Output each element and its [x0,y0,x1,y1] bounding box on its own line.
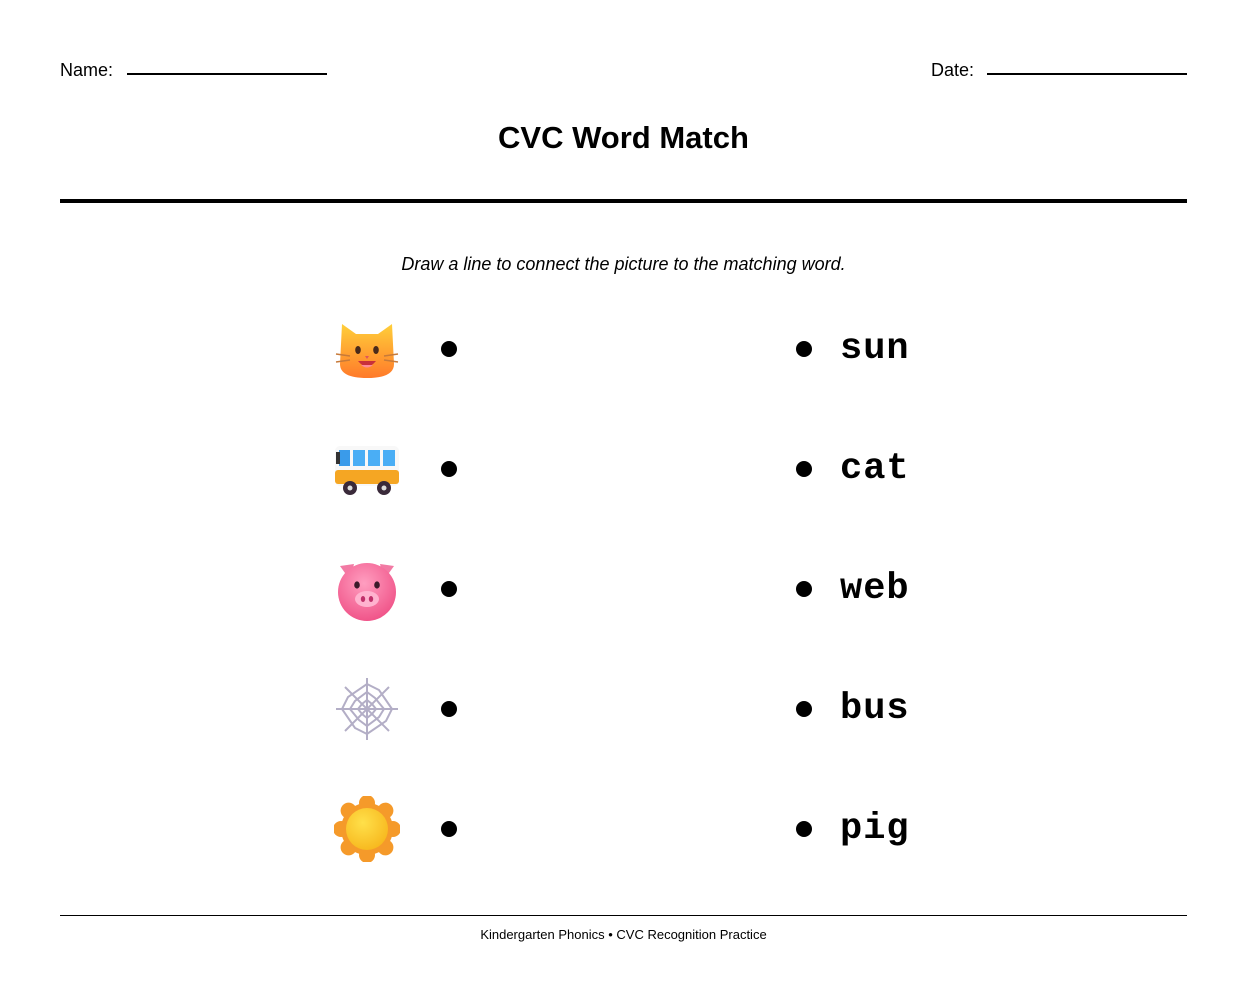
word-label: sun [840,328,910,370]
match-row [0,676,1247,766]
picture-dot[interactable] [441,701,457,717]
page-title: CVC Word Match [498,120,749,155]
word-label: cat [840,448,910,490]
bus-icon [334,436,400,502]
word-dot[interactable] [796,821,812,837]
match-row [0,796,1247,886]
name-blank[interactable] [127,73,327,75]
title-divider [60,199,1187,203]
word-dot[interactable] [796,581,812,597]
word-dot[interactable] [796,461,812,477]
word-dot[interactable] [796,701,812,717]
picture-dot[interactable] [441,341,457,357]
cat-face-icon [334,316,400,382]
name-label: Name: [60,60,114,80]
spider-web-icon [334,676,400,742]
footer-text: Kindergarten Phonics • CVC Recognition Practice [480,927,767,942]
word-label: pig [840,808,910,850]
match-row [0,316,1247,406]
pig-face-icon [334,556,400,622]
match-row [0,556,1247,646]
word-dot[interactable] [796,341,812,357]
date-blank[interactable] [987,73,1187,75]
date-label: Date: [931,60,975,80]
instructions: Draw a line to connect the picture to the matching word. [401,254,846,274]
footer-divider [60,915,1187,916]
match-row [0,436,1247,526]
sun-icon [334,796,400,862]
word-label: web [840,568,910,610]
picture-dot[interactable] [441,461,457,477]
picture-dot[interactable] [441,581,457,597]
picture-dot[interactable] [441,821,457,837]
word-label: bus [840,688,910,730]
